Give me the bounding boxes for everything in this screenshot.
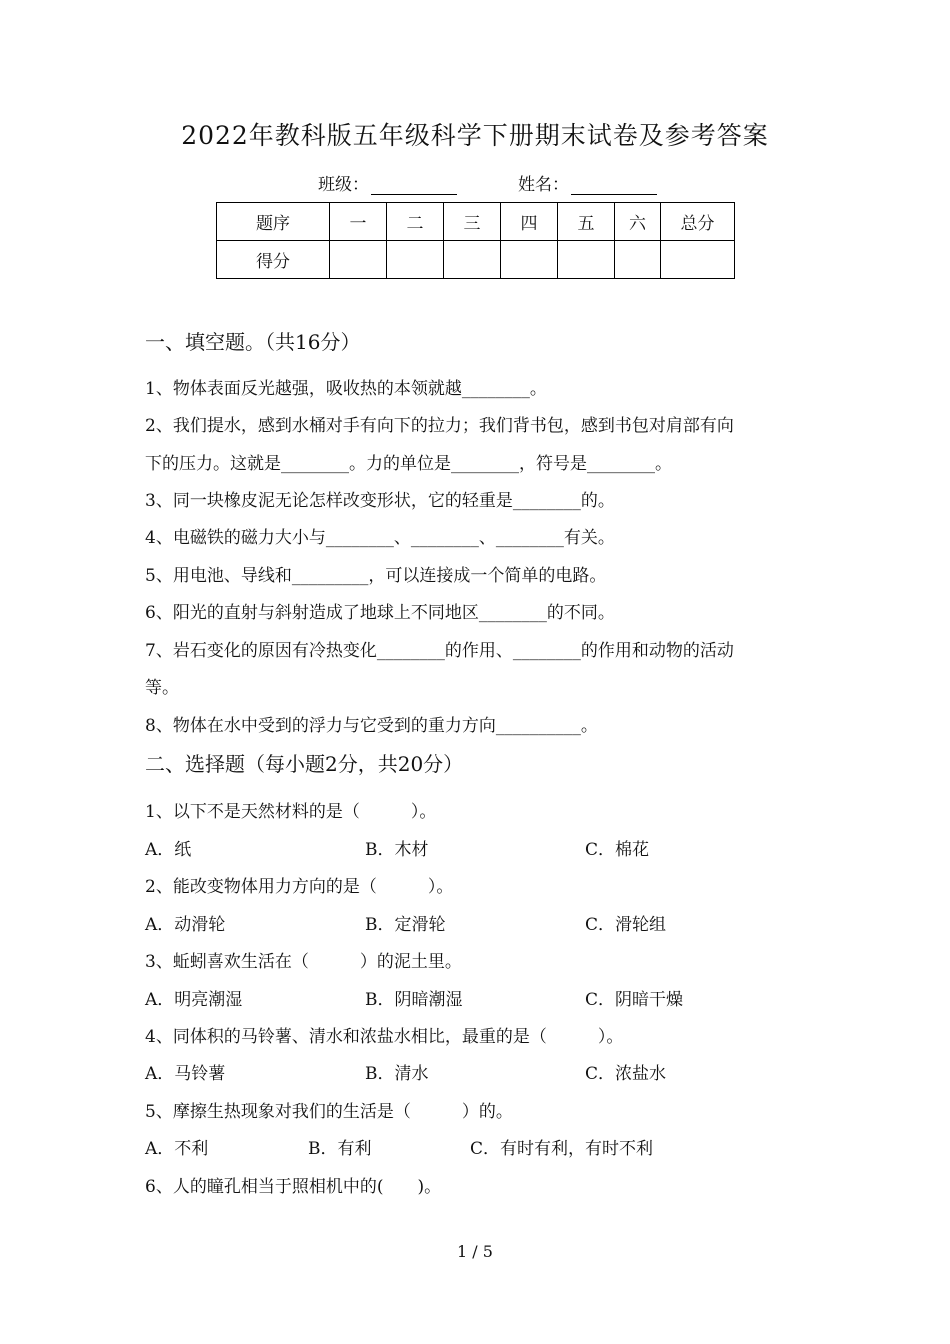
question-line: 3、同一块橡皮泥无论怎样改变形状，它的轻重是________的。 xyxy=(145,491,615,511)
question-line: 7、岩石变化的原因有冷热变化________的作用、________的作用和动物的活动 xyxy=(145,641,734,661)
question-line: 2、我们提水，感到水桶对手有向下的拉力；我们背书包，感到书包对肩部有向 xyxy=(145,416,734,436)
score-header-cell: 二 xyxy=(387,203,444,241)
option-a[interactable]: A．明亮潮湿 xyxy=(145,990,243,1010)
question-line: 8、物体在水中受到的浮力与它受到的重力方向__________。 xyxy=(145,716,598,736)
page-title: 2022年教科版五年级科学下册期末试卷及参考答案 xyxy=(181,121,769,150)
option-b[interactable]: B．有利 xyxy=(308,1139,372,1159)
class-blank[interactable] xyxy=(371,176,457,195)
name-field xyxy=(518,170,657,195)
question-line: 等。 xyxy=(145,678,179,698)
class-label: 班级： xyxy=(318,175,369,195)
class-field xyxy=(318,170,457,195)
option-c[interactable]: C．浓盐水 xyxy=(585,1064,667,1084)
score-header-cell: 题序 xyxy=(217,203,330,241)
question-line: 1、物体表面反光越强，吸收热的本领就越________。 xyxy=(145,379,547,399)
option-c[interactable]: C．阴暗干燥 xyxy=(585,990,684,1010)
question-line: 下的压力。这就是________。力的单位是________，符号是________。 xyxy=(145,454,672,474)
section1-heading: 一、填空题。（共16分） xyxy=(145,330,361,354)
score-table-header-row xyxy=(217,203,735,241)
score-cell[interactable] xyxy=(387,241,444,279)
option-b[interactable]: B．阴暗潮湿 xyxy=(365,990,463,1010)
score-cell[interactable] xyxy=(330,241,387,279)
score-row-label: 得分 xyxy=(217,241,330,279)
score-header-cell: 六 xyxy=(615,203,661,241)
score-header-cell: 五 xyxy=(558,203,615,241)
choice-question: 3、蚯蚓喜欢生活在（ ）的泥土里。 xyxy=(145,952,462,972)
score-cell[interactable] xyxy=(615,241,661,279)
name-label: 姓名： xyxy=(518,175,569,195)
score-cell[interactable] xyxy=(558,241,615,279)
option-a[interactable]: A．动滑轮 xyxy=(145,915,226,935)
option-c[interactable]: C．有时有利，有时不利 xyxy=(470,1139,654,1159)
score-header-cell: 三 xyxy=(444,203,501,241)
choice-question: 1、以下不是天然材料的是（ ）。 xyxy=(145,802,437,822)
option-b[interactable]: B．木材 xyxy=(365,840,429,860)
score-table xyxy=(216,202,735,279)
question-line: 5、用电池、导线和_________，可以连接成一个简单的电路。 xyxy=(145,566,607,586)
choice-question: 5、摩擦生热现象对我们的生活是（ ）的。 xyxy=(145,1102,513,1122)
score-cell[interactable] xyxy=(444,241,501,279)
option-c[interactable]: C．滑轮组 xyxy=(585,915,667,935)
choice-question: 4、同体积的马铃薯、清水和浓盐水相比，最重的是（ ）。 xyxy=(145,1027,624,1047)
option-a[interactable]: A．马铃薯 xyxy=(145,1064,226,1084)
option-c[interactable]: C．棉花 xyxy=(585,840,650,860)
question-line: 6、阳光的直射与斜射造成了地球上不同地区________的不同。 xyxy=(145,603,615,623)
option-a[interactable]: A．不利 xyxy=(145,1139,209,1159)
question-line: 4、电磁铁的磁力大小与________、________、________有关。 xyxy=(145,528,615,548)
score-header-cell: 四 xyxy=(501,203,558,241)
score-table-score-row xyxy=(217,241,735,279)
option-a[interactable]: A．纸 xyxy=(145,840,192,860)
name-blank[interactable] xyxy=(571,176,657,195)
score-header-cell: 一 xyxy=(330,203,387,241)
score-header-cell: 总分 xyxy=(661,203,735,241)
option-b[interactable]: B．清水 xyxy=(365,1064,429,1084)
choice-question: 6、人的瞳孔相当于照相机中的( )。 xyxy=(145,1177,442,1197)
option-b[interactable]: B．定滑轮 xyxy=(365,915,446,935)
page-number: 1 / 5 xyxy=(457,1242,493,1261)
score-cell[interactable] xyxy=(661,241,735,279)
score-cell[interactable] xyxy=(501,241,558,279)
section2-heading: 二、选择题（每小题2分，共20分） xyxy=(145,752,464,776)
choice-question: 2、能改变物体用力方向的是（ ）。 xyxy=(145,877,454,897)
